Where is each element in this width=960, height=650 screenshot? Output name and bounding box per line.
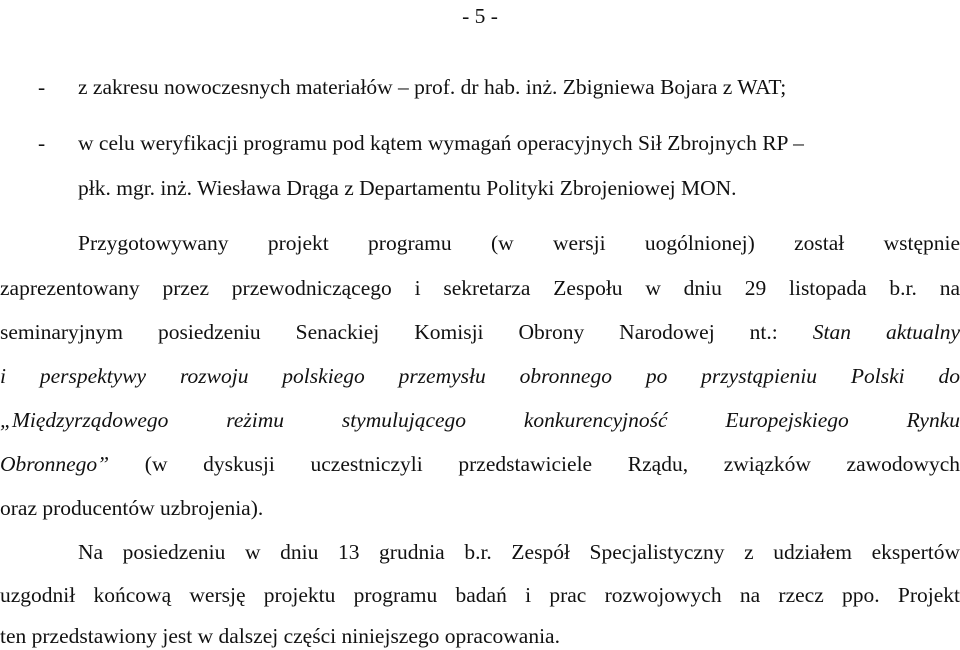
paragraph-1-line-1: Przygotowywany projekt programu (w wersji uogólnionej) został wstępnie xyxy=(78,231,960,255)
paragraph-2-line-2: uzgodnił końcową wersję projektu programu badań i prac rozwojowych na rzecz ppo. Projekt xyxy=(0,583,960,607)
bullet-continuation-text: płk. mgr. inż. Wiesława Drąga z Departamentu Polityki Zbrojeniowej MON. xyxy=(78,176,737,200)
paragraph-1-line-6 xyxy=(0,450,960,478)
bullet-dash: - xyxy=(38,131,46,155)
paragraph-1-line-2: zaprezentowany przez przewodniczącego i sekretarza Zespołu w dniu 29 listopada b.r. na xyxy=(0,276,960,300)
paragraph-1-line-3-normal: seminaryjnym posiedzeniu Senackiej Komisji Obrony Narodowej nt.: xyxy=(0,320,813,344)
paragraph-1-line-3 xyxy=(0,318,960,346)
paragraph-1-line-3-italic: Stan aktualny xyxy=(812,320,960,344)
paragraph-1-line-6-normal: (w dyskusji uczestniczyli przedstawiciele Rządu, związków zawodowych xyxy=(109,452,960,476)
paragraph-1-line-7: oraz producentów uzbrojenia). xyxy=(0,496,264,520)
bullet-text: w celu weryfikacji programu pod kątem wymagań operacyjnych Sił Zbrojnych RP – xyxy=(78,131,804,155)
paragraph-2-line-3: ten przedstawiony jest w dalszej części niniejszego opracowania. xyxy=(0,624,560,648)
bullet-dash: - xyxy=(38,75,46,99)
paragraph-1-line-6-italic: Obronnego” xyxy=(0,452,110,476)
bullet-text: z zakresu nowoczesnych materiałów – prof. dr hab. inż. Zbigniewa Bojara z WAT; xyxy=(78,75,787,99)
paragraph-1-line-4: i perspektywy rozwoju polskiego przemysłu obronnego po przystąpieniu Polski do xyxy=(0,364,960,388)
paragraph-1-line-5: „Międzyrządowego reżimu stymulującego konkurencyjność Europejskiego Rynku xyxy=(0,408,960,432)
paragraph-2-line-1: Na posiedzeniu w dniu 13 grudnia b.r. Zespół Specjalistyczny z udziałem ekspertów xyxy=(78,540,960,564)
page-number: - 5 - xyxy=(462,4,498,28)
